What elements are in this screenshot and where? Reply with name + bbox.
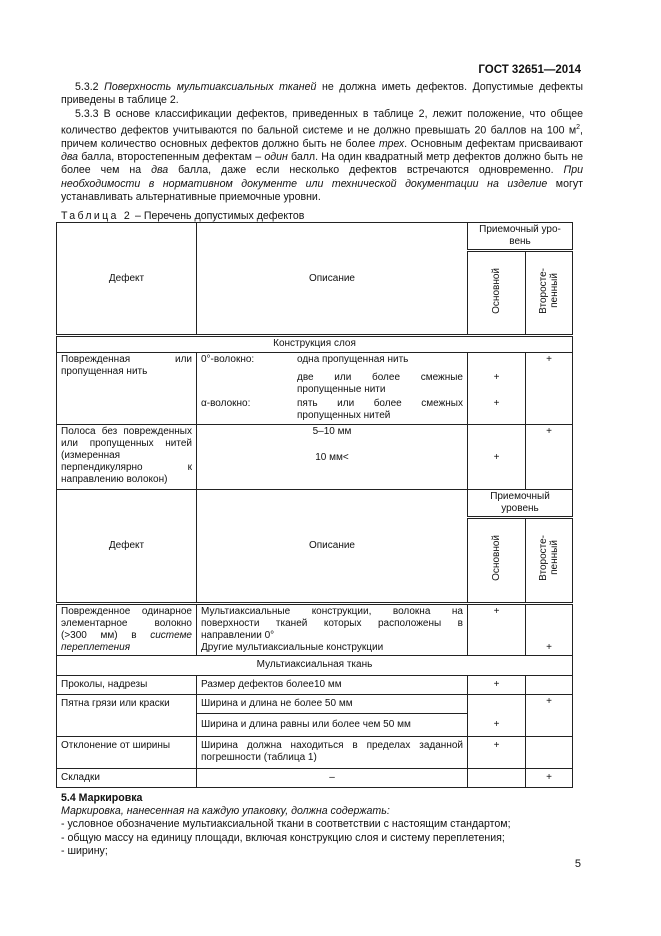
italic-term: один [264, 151, 288, 164]
section-title: Мультиаксиальная ткань [57, 656, 573, 675]
table-row [57, 737, 573, 768]
defect-cell: Складки [57, 768, 197, 787]
header-description: Описание [197, 223, 468, 336]
desc-text: пять или более смежных пропущенных нитей [297, 398, 463, 422]
description-cell: Ширина и длина не более 50 мм [197, 694, 468, 713]
header-text [538, 268, 560, 314]
desc-text: одна пропущенная нить [297, 353, 409, 365]
table-caption [61, 210, 304, 222]
header-text: Второсте- [538, 268, 549, 315]
secondary-cell: + [526, 424, 573, 489]
italic-term: два [61, 151, 79, 164]
italic-term: трех [378, 137, 405, 150]
defect-cell: Полоса без поврежденных или пропущенных нитей (измеренная перпендикулярно к направлению волокон) [57, 424, 197, 489]
desc-text: Мультиаксиальные конструкции, волокна на поверхности тканей которых расположены в направлении 0° [201, 605, 463, 642]
table-row [57, 603, 573, 656]
description-cell [197, 352, 468, 424]
section-row [57, 336, 573, 352]
paragraph-5-3-2 [61, 81, 583, 107]
desc-text: Другие мультиаксиальные конструкции [201, 642, 384, 654]
table-row [57, 768, 573, 787]
plus-mark: + [493, 397, 500, 409]
main-cell: + [468, 714, 526, 737]
header-text [538, 535, 560, 581]
text: могут устанавливать альтернативные приемочные уровни. [61, 177, 583, 203]
list-item: - общую массу на единицу площади, включая конструкцию слоя и систему переплетения; [61, 831, 505, 844]
document-header: ГОСТ 32651—2014 [478, 64, 581, 76]
description-cell: Ширина должна находиться в пределах заданной погрешности (таблица 1) [197, 737, 468, 768]
italic-term: При необходимости в нормативном документе или технической документации на изделие [61, 164, 583, 190]
table-row [57, 694, 573, 713]
header-description: Описание [197, 489, 468, 603]
caption-text: – Перечень допустимых дефектов [132, 210, 305, 222]
header-text: Приемочный уро- [479, 224, 561, 235]
defect-cell: Отклонение от ширины [57, 737, 197, 768]
text: . Основным дефектам присваивают [404, 137, 583, 150]
main-cell: + [468, 737, 526, 768]
list-item: - ширину; [61, 844, 108, 857]
description-cell [197, 424, 468, 489]
text: балла, даже если несколько дефектов встречаются одновременно. [168, 164, 564, 177]
defect-cell: Проколы, надрезы [57, 675, 197, 694]
defect-italic: системе переплетения [61, 630, 192, 654]
table-header-row [57, 223, 573, 251]
desc-text: две или более смежные пропущенные нити [297, 371, 463, 396]
secondary-cell [526, 737, 573, 768]
fiber-label: 0°-волокно: [201, 353, 255, 365]
italic-term: два [151, 164, 169, 177]
header-secondary [526, 518, 573, 603]
desc-text: 5–10 мм [312, 425, 352, 437]
italic-term: Поверхность мультиаксиальных тканей [104, 81, 317, 93]
text: 5.3.3 В основе классификации дефектов, приведенных в таблице 2, лежит положение, что общее количество дефектов учитываются по бальной системе и не должно превышать 20 баллов на 100 м [61, 108, 583, 137]
header-text: Основной [491, 535, 502, 582]
header-defect: Дефект [57, 489, 197, 603]
main-cell [468, 694, 526, 713]
text: балла, второстепенным дефектам – [78, 151, 265, 164]
secondary-cell: + [526, 603, 573, 656]
main-cell [468, 424, 526, 489]
table-row [57, 424, 573, 489]
defect-cell: Пятна грязи или краски [57, 694, 197, 736]
desc-text: 10 мм< [315, 451, 349, 463]
main-cell [468, 352, 526, 424]
defect-text: Поврежденное одинарное элементарное волокно (>300 мм) в [61, 605, 192, 642]
secondary-cell: + [526, 352, 573, 424]
secondary-cell: + [526, 768, 573, 787]
plus-mark: + [493, 371, 500, 383]
header-main [468, 518, 526, 603]
secondary-cell [526, 675, 573, 694]
header-text: пенный [549, 273, 560, 309]
header-text: Основной [491, 268, 502, 315]
table-row [57, 675, 573, 694]
section-5-4 [61, 792, 511, 858]
text: не должна иметь дефектов. Допустимые дефекты приведены в таблице 2. [61, 81, 583, 107]
list-item: - условное обозначение мультиаксиальной ткани в соответствии с настоящим стандартом; [61, 818, 511, 831]
table-row [57, 352, 573, 424]
header-main [468, 251, 526, 336]
main-cell [468, 768, 526, 787]
table-header-row-repeat [57, 489, 573, 518]
paragraph-5-3-3 [61, 108, 583, 204]
section-title: Конструкция слоя [57, 336, 573, 352]
superscript: 2 [576, 124, 581, 132]
description-cell: Ширина и длина равны или более чем 50 мм [197, 714, 468, 737]
header-defect: Дефект [57, 223, 197, 336]
description-cell [197, 603, 468, 656]
main-cell: + [468, 603, 526, 656]
caption-label: Таблица 2 [61, 210, 133, 222]
page-number: 5 [574, 858, 581, 870]
defect-cell: Поврежденная или пропущенная нить [57, 352, 197, 424]
header-secondary [526, 251, 573, 336]
section-row [57, 656, 573, 675]
header-text: Второсте- [538, 535, 549, 582]
text: балл. На один квадратный метр дефектов должно быть не более чем на [61, 151, 583, 177]
clause-number: 5.3.2 [75, 81, 105, 93]
header-acceptance-level: Приемочный уровень [468, 489, 573, 518]
fiber-label: α-волокно: [201, 398, 251, 410]
description-cell: Размер дефектов более10 мм [197, 675, 468, 694]
secondary-cell: + [526, 694, 573, 736]
header-text: вень [509, 236, 531, 248]
header-acceptance-level [468, 223, 573, 251]
header-text: пенный [549, 540, 560, 576]
defects-table [56, 222, 573, 788]
description-cell: – [197, 768, 468, 787]
plus-mark: + [493, 451, 500, 463]
defect-cell [57, 603, 197, 656]
section-title: 5.4 Маркировка [61, 792, 143, 804]
main-cell: + [468, 675, 526, 694]
text: , причем количество основных дефектов должно быть не более [61, 124, 583, 150]
section-intro: Маркировка, нанесенная на каждую упаковку, должна содержать: [61, 805, 390, 818]
